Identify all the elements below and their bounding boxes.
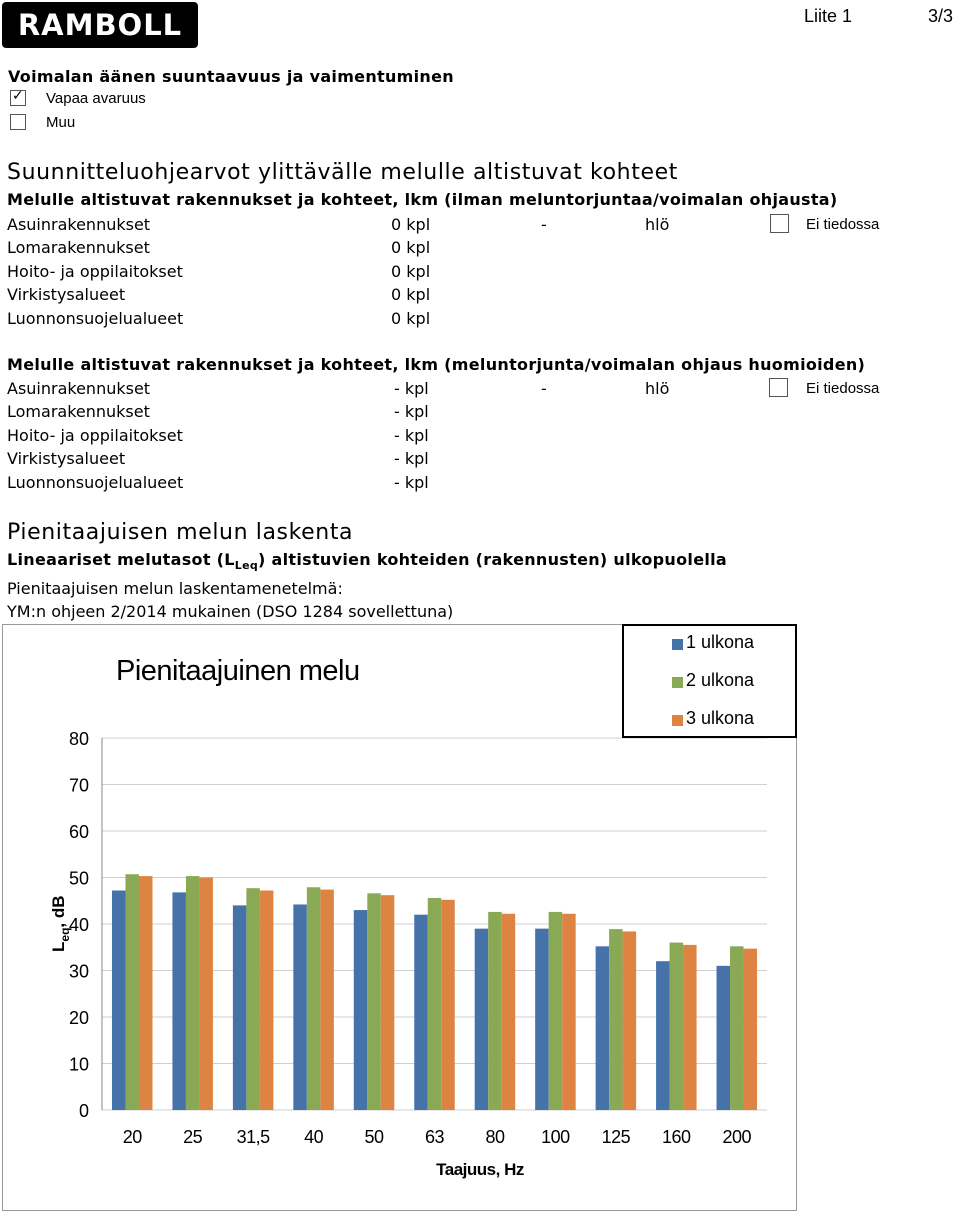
row-value: 0 kpl [391, 238, 431, 257]
row-label: Luonnonsuojelualueet [7, 309, 184, 328]
bar [475, 929, 489, 1110]
subtitle-post: ) altistuvien kohteiden (rakennusten) ulkopuolella [258, 550, 728, 569]
bar [414, 915, 428, 1110]
low-freq-title: Pienitaajuisen melun laskenta [7, 520, 354, 545]
bar [730, 946, 744, 1110]
legend-item: 2 ulkona [686, 670, 755, 690]
x-tick-label: 100 [541, 1127, 570, 1147]
y-tick-label: 40 [68, 915, 89, 935]
bar [596, 946, 610, 1110]
subtitle-sub: Leq [234, 559, 259, 573]
bar [717, 966, 731, 1110]
bar [502, 914, 516, 1110]
row-value: 0 kpl [391, 285, 431, 304]
unknown-label: Ei tiedossa [806, 380, 880, 397]
x-tick-label: 80 [485, 1127, 505, 1147]
bar [307, 887, 321, 1110]
bar [670, 943, 684, 1110]
x-tick-label: 50 [364, 1127, 384, 1147]
bar [535, 929, 549, 1110]
with-control-subtitle: Melulle altistuvat rakennukset ja kohteet, lkm (meluntorjunta/voimalan ohjaus huomioiden) [7, 355, 866, 374]
bar [293, 904, 307, 1110]
row-label: Asuinrakennukset [7, 379, 151, 398]
row-label: Lomarakennukset [7, 238, 150, 257]
legend-item: 1 ulkona [686, 632, 755, 652]
x-tick-label: 31,5 [236, 1127, 270, 1147]
legend-swatch [672, 639, 683, 650]
directivity-title: Voimalan äänen suuntaavuus ja vaimentuminen [8, 67, 454, 86]
y-tick-label: 80 [68, 729, 89, 749]
bar [112, 891, 126, 1110]
bar [199, 878, 213, 1111]
method-label: Pienitaajuisen melun laskentamenetelmä: [7, 579, 343, 598]
row-label: Hoito- ja oppilaitokset [7, 426, 183, 445]
bar [609, 929, 623, 1110]
persons-unit: hlö [645, 215, 670, 234]
method-value: YM:n ohjeen 2/2014 mukainen (DSO 1284 sovellettuna) [7, 602, 454, 621]
row-label: Asuinrakennukset [7, 215, 151, 234]
x-tick-label: 200 [722, 1127, 752, 1147]
row-value: - kpl [394, 426, 429, 445]
row-label: Lomarakennukset [7, 402, 150, 421]
bar [260, 891, 274, 1110]
row-label: Hoito- ja oppilaitokset [7, 262, 183, 281]
bar [683, 945, 697, 1110]
chart-legend [622, 624, 797, 738]
bar [441, 900, 455, 1110]
bar [744, 949, 758, 1110]
bar [354, 910, 368, 1110]
unknown-label: Ei tiedossa [806, 216, 880, 233]
y-tick-label: 20 [68, 1008, 89, 1028]
bar [381, 895, 395, 1110]
y-tick-label: 60 [68, 822, 89, 842]
persons-value: - [541, 215, 547, 234]
y-tick-label: 50 [68, 868, 89, 889]
y-tick-label: 0 [78, 1101, 89, 1121]
logo-text: RAMBOLL [17, 8, 183, 42]
x-tick-label: 160 [662, 1127, 691, 1147]
bar [562, 914, 576, 1110]
x-tick-label: 20 [122, 1127, 142, 1147]
x-tick-label: 63 [424, 1127, 445, 1147]
x-axis-label: Taajuus, Hz [436, 1160, 524, 1179]
legend-swatch [672, 677, 683, 688]
bar [186, 876, 200, 1110]
y-tick-label: 10 [68, 1054, 89, 1075]
bar [623, 931, 637, 1110]
y-tick-label: 30 [68, 961, 89, 982]
bar [428, 898, 442, 1110]
persons-unit: hlö [645, 379, 670, 398]
attachment-label: Liite 1 [804, 6, 853, 26]
row-value: 0 kpl [391, 215, 431, 234]
row-value: - kpl [394, 402, 429, 421]
bar [246, 888, 259, 1110]
x-tick-label: 40 [304, 1127, 324, 1147]
row-label: Virkistysalueet [7, 285, 126, 304]
chart-title: Pienitaajuinen melu [116, 655, 360, 687]
y-axis-label-sub: eq [58, 927, 72, 942]
row-value: - kpl [394, 449, 429, 468]
row-label: Virkistysalueet [7, 449, 126, 468]
page-number: 3/3 [928, 6, 954, 26]
without-control-subtitle: Melulle altistuvat rakennukset ja kohteet, lkm (ilman meluntorjuntaa/voimalan ohjausta) [7, 190, 838, 209]
bar [488, 912, 502, 1110]
x-tick-label: 25 [183, 1127, 203, 1147]
y-tick-label: 70 [68, 775, 89, 796]
row-value: 0 kpl [391, 262, 431, 281]
legend-swatch [672, 715, 683, 726]
bar [172, 892, 186, 1110]
row-value: - kpl [394, 379, 429, 398]
y-axis-label-post: , dB [49, 895, 68, 928]
guidelines-title: Suunnitteluohjearvot ylittävälle melulle altistuvat kohteet [7, 160, 678, 185]
bar [656, 961, 670, 1110]
bar [549, 912, 563, 1110]
x-tick-label: 125 [601, 1127, 631, 1147]
row-value: - kpl [394, 473, 429, 492]
row-value: 0 kpl [391, 309, 431, 328]
bar [320, 890, 334, 1110]
bar [139, 876, 153, 1110]
y-axis-label-main: L [49, 941, 68, 952]
bar [367, 893, 381, 1110]
legend-item: 3 ulkona [686, 708, 755, 728]
row-label: Luonnonsuojelualueet [7, 473, 184, 492]
persons-value: - [541, 379, 547, 398]
subtitle-pre: Lineaariset melutasot (L [7, 550, 235, 569]
bar [125, 874, 138, 1110]
other-label: Muu [46, 114, 76, 131]
bar [233, 905, 247, 1110]
free-space-label: Vapaa avaruus [46, 90, 146, 107]
